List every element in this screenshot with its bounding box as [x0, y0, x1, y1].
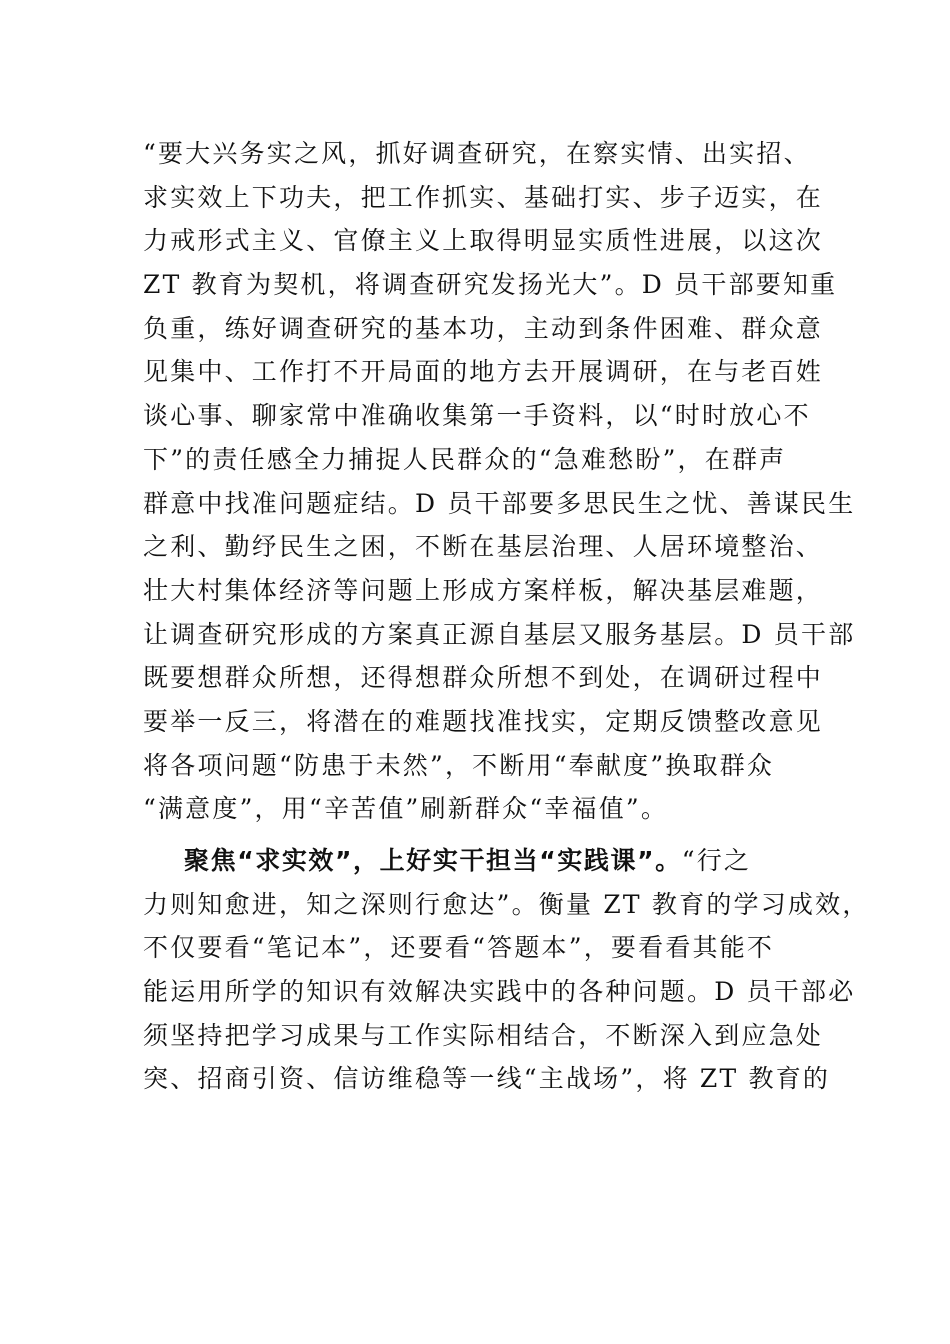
text-line: “要大兴务实之风，抓好调查研究，在察实情、出实招、: [143, 139, 811, 168]
text-line: 既要想群众所想，还得想群众所想不到处，在调研过程中: [143, 663, 824, 693]
text-line: 力则知愈进，知之深则行愈达”。衡量 ZT 教育的学习成效，: [143, 889, 870, 919]
text-line: 力戒形式主义、官僚主义上取得明显实质性进展，以这次: [143, 226, 824, 256]
text-line: 求实效上下功夫，把工作抓实、基础打实、步子迈实，在: [143, 182, 824, 212]
section-heading: 聚焦“求实效”，上好实干担当“实践课”。: [184, 846, 682, 875]
text-line: 之利、勤纾民生之困，不断在基层治理、人居环境整治、: [143, 532, 824, 562]
text-line: 负重，练好调查研究的基本功，主动到条件困难、群众意: [143, 313, 824, 343]
text-line: 谈心事、聊家常中准确收集第一手资料，以“时时放心不: [143, 401, 811, 431]
heading-line-rest: “行之: [681, 846, 752, 875]
document-body: [143, 132, 870, 1101]
text-line: 见集中、工作打不开局面的地方去开展调研，在与老百姓: [143, 357, 824, 387]
text-line: 下”的责任感全力捕捉人民群众的“急难愁盼”，在群声: [143, 444, 787, 474]
text-line: “满意度”，用“辛苦值”刷新群众“幸福值”。: [143, 794, 669, 824]
text-line: 要举一反三，将潜在的难题找准找实，定期反馈整改意见: [143, 706, 824, 736]
text-line: 须坚持把学习成果与工作实际相结合，不断深入到应急处: [143, 1020, 824, 1050]
text-line: 突、招商引资、信访维稳等一线“主战场”，将 ZT 教育的: [143, 1064, 831, 1094]
paragraph-heading-line: [143, 839, 843, 883]
text-line: ZT 教育为契机，将调查研究发扬光大”。D 员干部要知重: [143, 270, 838, 300]
text-line: 群意中找准问题症结。D 员干部要多思民生之忧、善谋民生: [143, 488, 856, 518]
text-line: 壮大村集体经济等问题上形成方案样板，解决基层难题，: [143, 575, 824, 605]
paragraph-1: [143, 132, 856, 831]
text-line: 不仅要看“笔记本”，还要看“答题本”，要看看其能不: [143, 933, 775, 963]
text-line: 让调查研究形成的方案真正源自基层又服务基层。D 员干部: [143, 619, 856, 649]
text-line: 将各项问题“防患于未然”，不断用“奉献度”换取群众: [143, 750, 775, 780]
text-line: 能运用所学的知识有效解决实践中的各种问题。D 员干部必: [143, 977, 856, 1007]
paragraph-2: [143, 839, 870, 1101]
